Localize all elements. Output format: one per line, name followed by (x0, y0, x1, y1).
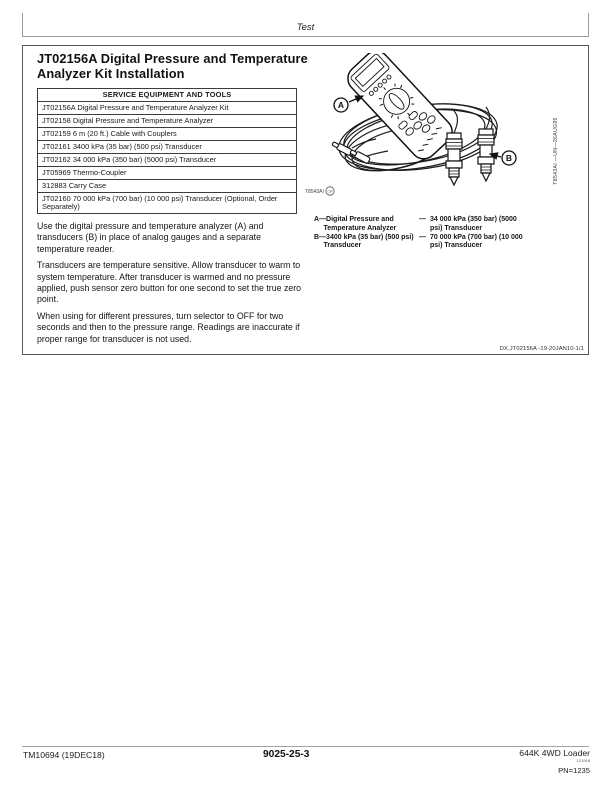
body-paragraph: Transducers are temperature sensitive. Allow transducer to warm to system temperature. After transducer is warmed and no pressure applied, push sensor zero button for one second to set the true zero point. (37, 260, 302, 305)
footer-manual-id: TM10694 (19DEC18) (23, 750, 105, 760)
tools-table-row: 312883 Carry Case (38, 180, 296, 193)
tools-table-header: SERVICE EQUIPMENT AND TOOLS (38, 89, 296, 102)
callout-b-label: B (505, 153, 513, 163)
tools-table-row: JT02159 6 m (20 ft.) Cable with Couplers (38, 128, 296, 141)
footer-pn: PN=1235 (558, 766, 590, 775)
footer-right-block (519, 749, 590, 775)
tools-table-row: JT02156A Digital Pressure and Temperature Analyzer Kit (38, 102, 296, 115)
tools-table-row: JT02162 34 000 kPa (350 bar) (5000 psi) Transducer (38, 154, 296, 167)
transducer-left-drawing (446, 133, 462, 185)
footer-divider (22, 746, 589, 747)
revision-code: DX,JT02156A -19-20JAN10-1/1 (499, 346, 584, 352)
running-header (22, 13, 589, 37)
legend-item-b: B—3400 kPa (35 bar) (500 psi) Transducer (314, 233, 414, 250)
tools-table (37, 88, 297, 214)
callout-a-label: A (337, 100, 345, 110)
footer-page-number: 9025-25-3 (263, 749, 310, 760)
legend-item-a: A—Digital Pressure and Temperature Analyzer (314, 216, 397, 232)
figure-legend-col2 (419, 216, 577, 251)
section-title (37, 52, 308, 81)
figure-id-badge (326, 187, 334, 195)
section-box (22, 45, 589, 355)
section-title-line1: JT02156A Digital Pressure and Temperature (37, 51, 308, 66)
tools-table-row: JT02161 3400 kPa (35 bar) (500 psi) Transducer (38, 141, 296, 154)
tools-table-row: JT02160 70 000 kPa (700 bar) (10 000 psi) Transducer (Optional, Order Separately) (42, 193, 278, 212)
footer-print-code: 121918 (576, 758, 590, 763)
footer-model: 644K 4WD Loader (519, 748, 590, 758)
figure-legend-col1 (314, 216, 426, 251)
tools-table-row: JT05969 Thermo-Coupler (38, 167, 296, 180)
tools-table-row: JT02158 Digital Pressure and Temperature Analyzer (38, 115, 296, 128)
figure-id-badge-label: CW (327, 189, 333, 194)
figure-id: T8543AI (305, 189, 324, 195)
section-title-line2: Analyzer Kit Installation (37, 65, 185, 81)
body-text (37, 221, 309, 350)
running-header-title: Test (296, 22, 315, 33)
body-paragraph: Use the digital pressure and temperature analyzer (A) and transducers (B) in place of analog gauges and a separate temperature reader. (37, 221, 264, 254)
body-paragraph: When using for different pressures, turn selector to OFF for two seconds and then to the pressure range. Readings are inaccurate if proper range for transducer is not used. (37, 310, 300, 344)
analyzer-figure (304, 53, 556, 205)
callout-a (334, 96, 363, 112)
legend-item-transducer-5000: — 34 000 kPa (350 bar) (5000 psi) Transducer (419, 216, 517, 232)
legend-item-transducer-10000: — 70 000 kPa (700 bar) (10 000 psi) Transducer (419, 233, 523, 250)
figure-side-id: T8543AI —UN—26AUG95 (553, 117, 559, 185)
